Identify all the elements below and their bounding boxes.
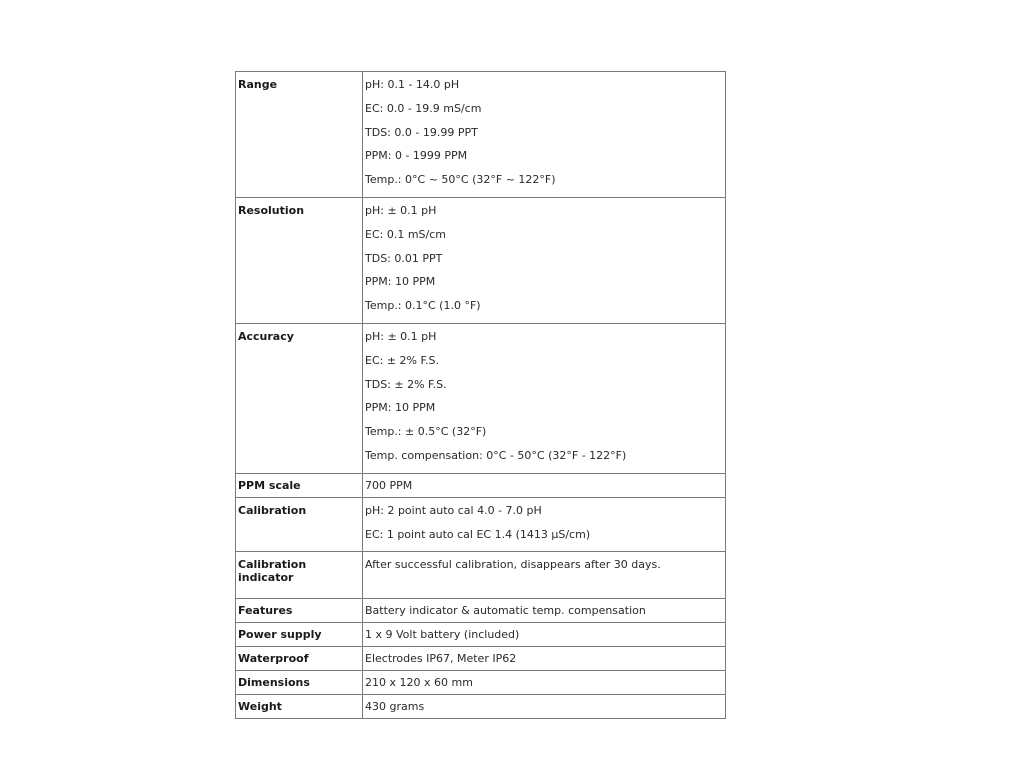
spec-value-line: Temp.: 0°C ~ 50°C (32°F ~ 122°F) <box>365 173 556 187</box>
spec-row-waterproof <box>236 647 726 671</box>
spec-row-calibration <box>236 497 726 552</box>
spec-value <box>363 497 726 552</box>
spec-label: Range <box>236 72 363 198</box>
spec-value-line: 700 PPM <box>365 478 413 492</box>
spec-label: Resolution <box>236 197 363 323</box>
spec-value-line: TDS: 0.01 PPT <box>365 251 443 265</box>
spec-label: Calibration <box>236 497 363 552</box>
spec-value-line: 430 grams <box>365 700 425 714</box>
spec-value <box>363 599 726 623</box>
spec-value-line: TDS: ± 2% F.S. <box>365 377 447 391</box>
spec-row-calibration-indicator <box>236 552 726 599</box>
spec-row-ppm-scale <box>236 473 726 497</box>
spec-value-line: Battery indicator & automatic temp. compensation <box>365 604 646 618</box>
spec-row-weight <box>236 695 726 719</box>
spec-value-line: Electrodes IP67, Meter IP62 <box>365 652 517 666</box>
spec-value-line: EC: 1 point auto cal EC 1.4 (1413 µS/cm) <box>365 527 591 541</box>
spec-value-line: pH: 0.1 - 14.0 pH <box>365 78 460 91</box>
spec-value <box>363 695 726 719</box>
spec-value-line: PPM: 10 PPM <box>365 401 436 415</box>
spec-value <box>363 323 726 473</box>
spec-value-line: PPM: 10 PPM <box>365 275 436 289</box>
spec-value-line: 210 x 120 x 60 mm <box>365 676 473 690</box>
spec-value-line: 1 x 9 Volt battery (included) <box>365 628 520 642</box>
spec-row-power-supply <box>236 623 726 647</box>
spec-value-line: Temp. compensation: 0°C - 50°C (32°F - 122°F) <box>365 448 627 462</box>
spec-value-line: EC: 0.0 - 19.9 mS/cm <box>365 101 482 115</box>
spec-value-line: pH: ± 0.1 pH <box>365 329 437 343</box>
specifications-table <box>235 71 726 719</box>
spec-label: Features <box>236 599 363 623</box>
spec-value-line: pH: 2 point auto cal 4.0 - 7.0 pH <box>365 503 542 517</box>
spec-value <box>363 552 726 599</box>
spec-value-line: Temp.: 0.1°C (1.0 °F) <box>365 299 481 313</box>
spec-row-range <box>236 72 726 198</box>
spec-value-line: Temp.: ± 0.5°C (32°F) <box>365 425 487 439</box>
spec-value-line: pH: ± 0.1 pH <box>365 203 437 217</box>
spec-row-dimensions <box>236 671 726 695</box>
spec-value-line: EC: ± 2% F.S. <box>365 353 440 367</box>
spec-value <box>363 473 726 497</box>
spec-value <box>363 72 726 198</box>
spec-value <box>363 197 726 323</box>
spec-label: PPM scale <box>236 473 363 497</box>
spec-label: Dimensions <box>236 671 363 695</box>
spec-label: Calibration indicator <box>236 552 363 599</box>
spec-row-accuracy <box>236 323 726 473</box>
spec-value-line: EC: 0.1 mS/cm <box>365 227 446 241</box>
spec-label: Accuracy <box>236 323 363 473</box>
spec-value-line: TDS: 0.0 - 19.99 PPT <box>365 125 478 139</box>
spec-value-line: After successful calibration, disappears after 30 days. <box>365 558 661 572</box>
spec-row-features <box>236 599 726 623</box>
spec-label: Power supply <box>236 623 363 647</box>
spec-label: Weight <box>236 695 363 719</box>
spec-label: Waterproof <box>236 647 363 671</box>
spec-value <box>363 623 726 647</box>
spec-value <box>363 671 726 695</box>
spec-row-resolution <box>236 197 726 323</box>
spec-value-line: PPM: 0 - 1999 PPM <box>365 149 468 163</box>
spec-value <box>363 647 726 671</box>
